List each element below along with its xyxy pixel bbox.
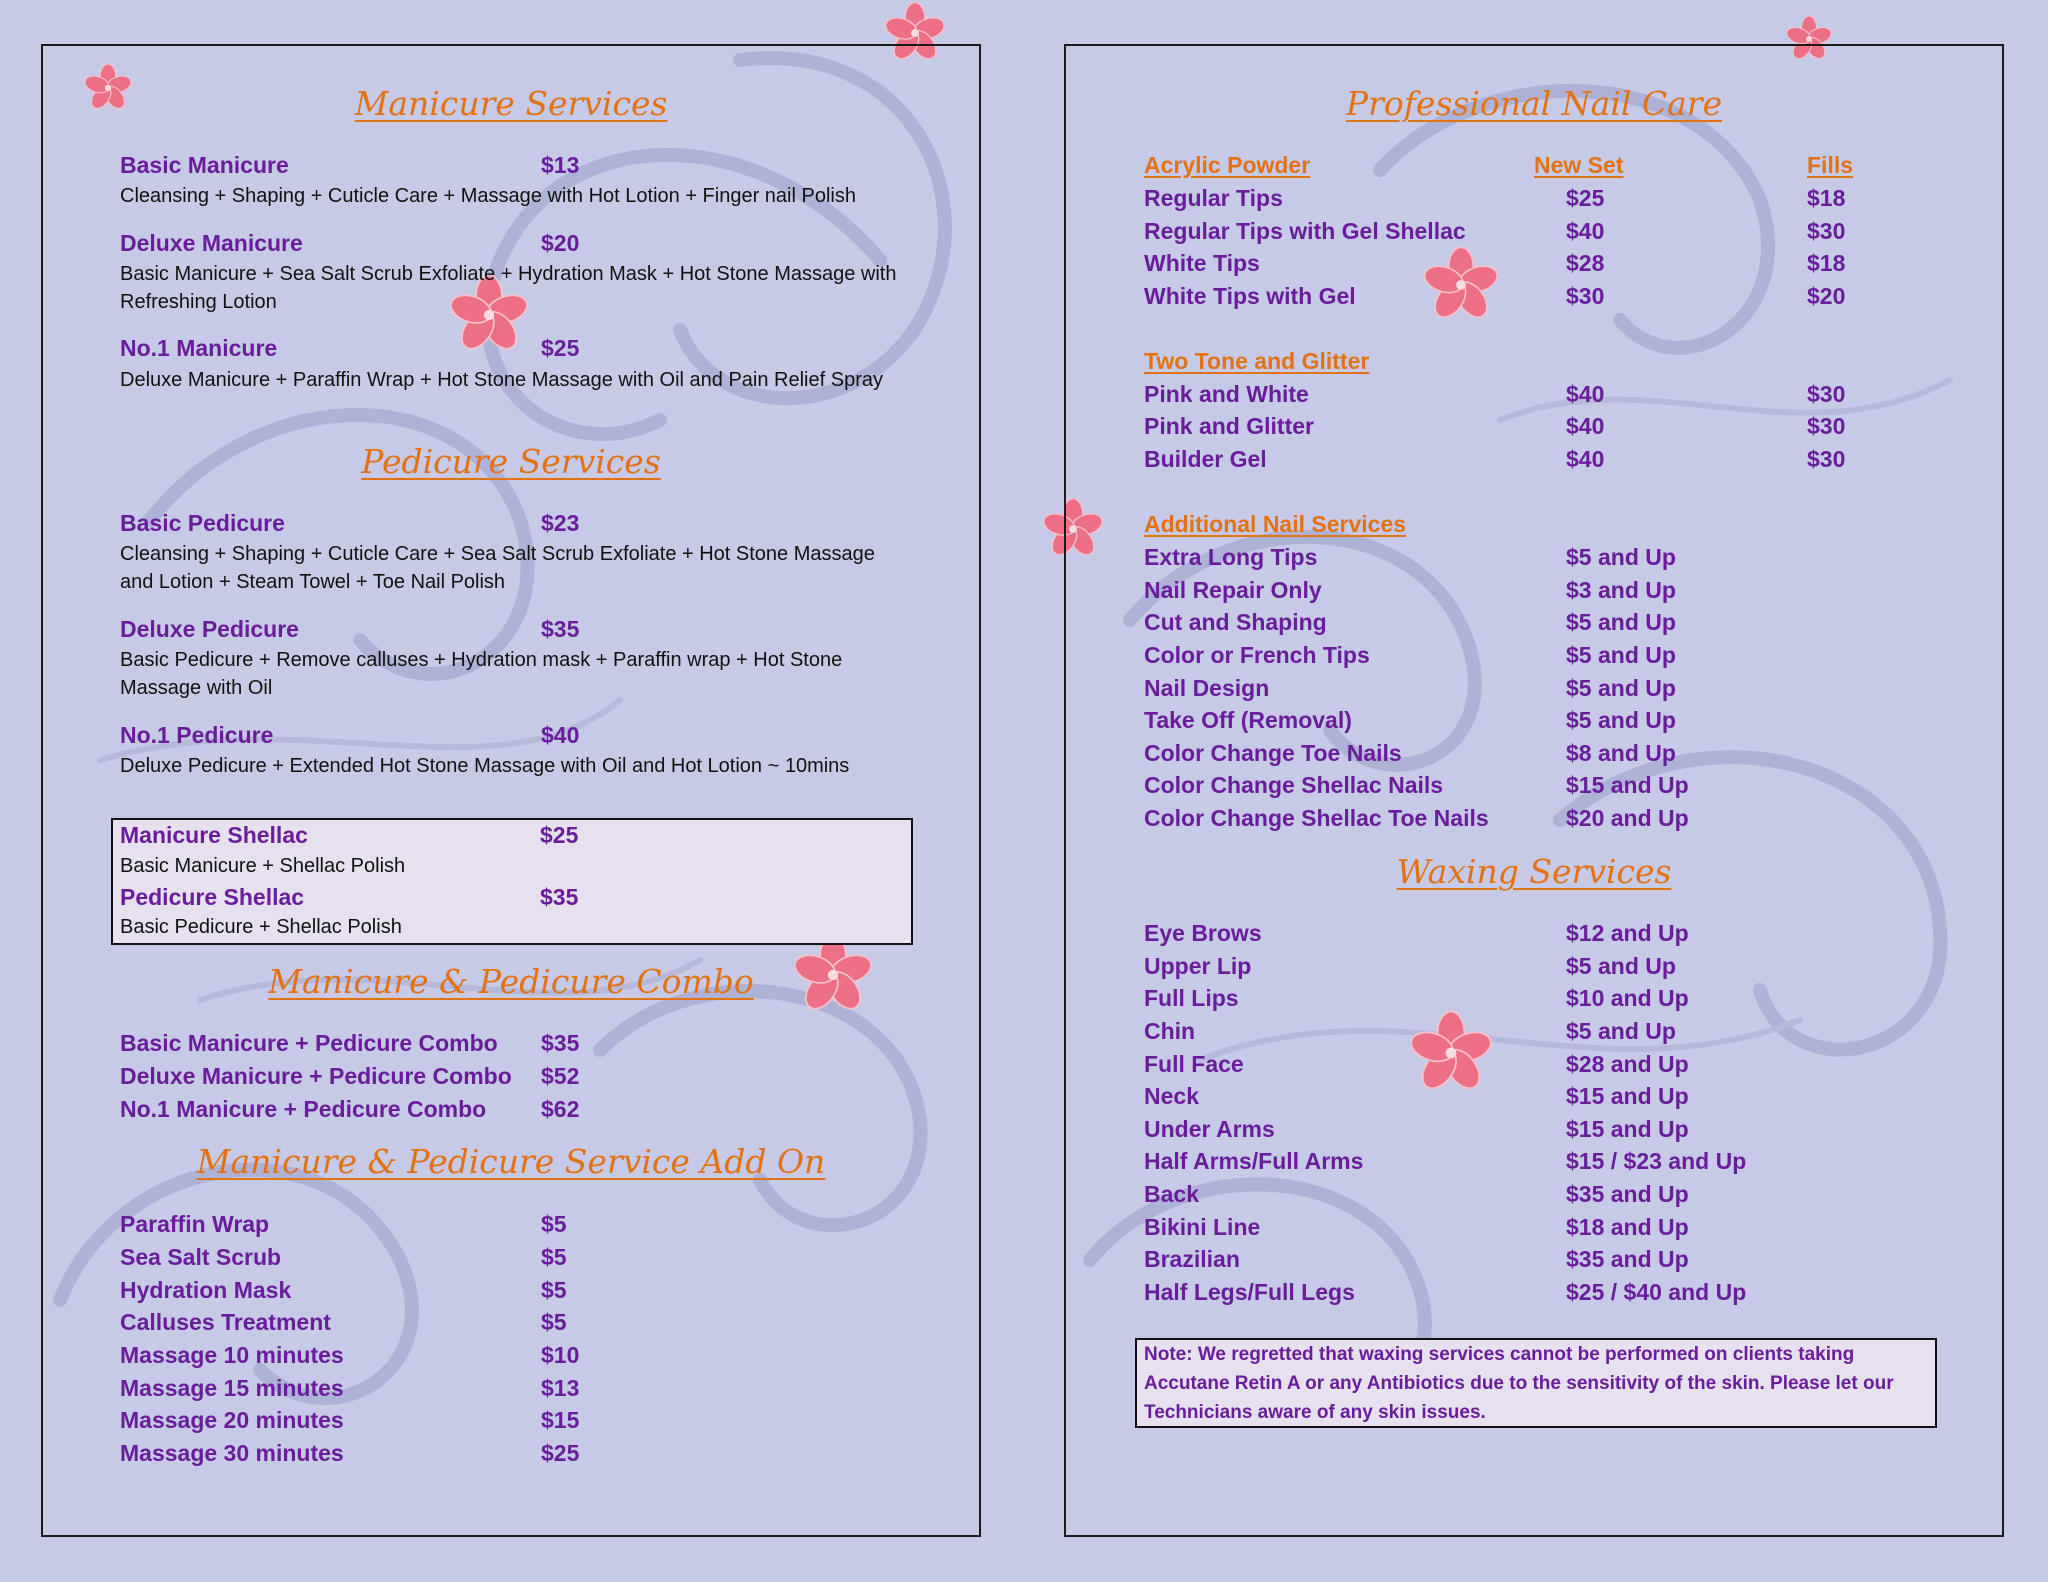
nail-service-name: Color Change Shellac Toe Nails <box>1144 805 1489 831</box>
fills-price: $30 <box>1807 413 1846 439</box>
waxing-note: Note: We regretted that waxing services cannot be performed on clients taking Accutane Retin A or any Antibiotics due to the sensitivity of the skin. Please let our Technicians aware of any skin issues. <box>1144 1344 1894 1423</box>
new-set-header: New Set <box>1534 152 1624 178</box>
shellac-price: $25 <box>540 822 579 848</box>
waxing-name: Brazilian <box>1144 1246 1240 1272</box>
nail-service-name: Regular Tips <box>1144 185 1283 211</box>
service-name: Basic Manicure <box>120 152 289 178</box>
waxing-name: Neck <box>1144 1083 1199 1109</box>
waxing-price: $12 and Up <box>1566 920 1689 946</box>
addon-price: $25 <box>541 1440 580 1466</box>
nail-service-name: White Tips with Gel <box>1144 283 1356 309</box>
shellac-price: $35 <box>540 884 579 910</box>
nail-service-name: Cut and Shaping <box>1144 609 1327 635</box>
nail-service-name: Regular Tips with Gel Shellac <box>1144 218 1466 244</box>
addon-name: Massage 10 minutes <box>120 1342 344 1368</box>
nail-service-name: Pink and Glitter <box>1144 413 1314 439</box>
waxing-price: $5 and Up <box>1566 1018 1676 1044</box>
nail-service-name: White Tips <box>1144 250 1260 276</box>
waxing-price: $28 and Up <box>1566 1051 1689 1077</box>
combo-price: $62 <box>541 1096 580 1122</box>
shellac-name: Manicure Shellac <box>120 822 308 848</box>
manicure-services-title: Manicure Services <box>354 84 668 123</box>
shellac-description: Basic Manicure + Shellac Polish <box>120 855 406 877</box>
waxing-price: $5 and Up <box>1566 953 1676 979</box>
service-description: Deluxe Pedicure + Extended Hot Stone Massage with Oil and Hot Lotion ~ 10mins <box>120 755 850 777</box>
fills-price: $30 <box>1807 218 1846 244</box>
service-name: Basic Pedicure <box>120 510 285 536</box>
addon-price: $5 <box>541 1309 567 1335</box>
nail-service-name: Color Change Toe Nails <box>1144 740 1402 766</box>
addon-price: $5 <box>541 1211 567 1237</box>
waxing-price: $18 and Up <box>1566 1214 1689 1240</box>
service-price: $40 <box>541 722 580 748</box>
fills-price: $20 <box>1807 283 1846 309</box>
addon-name: Paraffin Wrap <box>120 1211 270 1237</box>
fills-price: $30 <box>1807 446 1846 472</box>
service-price: $35 <box>541 616 580 642</box>
waxing-price: $15 / $23 and Up <box>1566 1148 1747 1174</box>
new-set-price: $30 <box>1566 283 1605 309</box>
waxing-name: Full Lips <box>1144 985 1239 1011</box>
service-description: Deluxe Manicure + Paraffin Wrap + Hot Stone Massage with Oil and Pain Relief Spray <box>120 369 883 391</box>
combo-price: $35 <box>541 1030 580 1056</box>
waxing-name: Under Arms <box>1144 1116 1275 1142</box>
service-description: Cleansing + Shaping + Cuticle Care + Sea Salt Scrub Exfoliate + Hot Stone Massage and Lotion + Steam Towel + Toe Nail Polish <box>120 543 875 593</box>
new-set-price: $40 <box>1566 446 1605 472</box>
nail-service-price: $3 and Up <box>1566 577 1676 603</box>
combo-name: Basic Manicure + Pedicure Combo <box>120 1030 498 1056</box>
nail-service-price: $5 and Up <box>1566 675 1676 701</box>
fills-price: $18 <box>1807 185 1846 211</box>
waxing-name: Eye Brows <box>1144 920 1262 946</box>
waxing-name: Half Arms/Full Arms <box>1144 1148 1364 1174</box>
service-price: $13 <box>541 152 580 178</box>
combo-title: Manicure & Pedicure Combo <box>268 962 754 1001</box>
service-description: Basic Manicure + Sea Salt Scrub Exfoliate + Hydration Mask + Hot Stone Massage with Refreshing Lotion <box>120 263 897 313</box>
nail-service-price: $5 and Up <box>1566 642 1676 668</box>
waxing-title: Waxing Services <box>1396 852 1672 891</box>
new-set-price: $28 <box>1566 250 1605 276</box>
additional-header: Additional Nail Services <box>1144 511 1407 537</box>
addon-price: $5 <box>541 1277 567 1303</box>
nail-service-name: Color Change Shellac Nails <box>1144 772 1444 798</box>
fills-header: Fills <box>1807 152 1854 178</box>
waxing-name: Upper Lip <box>1144 953 1252 979</box>
nail-service-price: $8 and Up <box>1566 740 1676 766</box>
addon-price: $15 <box>541 1407 580 1433</box>
new-set-price: $40 <box>1566 218 1605 244</box>
addon-name: Massage 15 minutes <box>120 1375 344 1401</box>
nail-service-price: $5 and Up <box>1566 707 1676 733</box>
nail-service-price: $5 and Up <box>1566 544 1676 570</box>
nail-service-name: Pink and White <box>1144 381 1309 407</box>
nail-service-name: Nail Repair Only <box>1144 577 1322 603</box>
waxing-name: Bikini Line <box>1144 1214 1261 1240</box>
shellac-description: Basic Pedicure + Shellac Polish <box>120 916 402 938</box>
service-description: Cleansing + Shaping + Cuticle Care + Massage with Hot Lotion + Finger nail Polish <box>120 185 856 207</box>
addon-name: Massage 20 minutes <box>120 1407 344 1433</box>
nail-service-price: $5 and Up <box>1566 609 1676 635</box>
service-description: Basic Pedicure + Remove calluses + Hydration mask + Paraffin wrap + Hot Stone Massage with Oil <box>120 649 843 699</box>
fills-price: $30 <box>1807 381 1846 407</box>
combo-price: $52 <box>541 1063 580 1089</box>
addon-price: $5 <box>541 1244 567 1270</box>
service-name: No.1 Manicure <box>120 335 278 361</box>
addon-name: Sea Salt Scrub <box>120 1244 282 1270</box>
waxing-price: $25 / $40 and Up <box>1566 1279 1747 1305</box>
waxing-price: $15 and Up <box>1566 1116 1689 1142</box>
waxing-name: Full Face <box>1144 1051 1244 1077</box>
addon-price: $13 <box>541 1375 580 1401</box>
new-set-price: $40 <box>1566 381 1605 407</box>
waxing-name: Chin <box>1144 1018 1196 1044</box>
waxing-name: Back <box>1144 1181 1199 1207</box>
pedicure-services-title: Pedicure Services <box>361 442 661 481</box>
shellac-name: Pedicure Shellac <box>120 884 305 910</box>
addon-name: Hydration Mask <box>120 1277 292 1303</box>
addon-price: $10 <box>541 1342 580 1368</box>
new-set-price: $25 <box>1566 185 1605 211</box>
waxing-price: $35 and Up <box>1566 1246 1689 1272</box>
nail-service-name: Builder Gel <box>1144 446 1267 472</box>
service-name: No.1 Pedicure <box>120 722 274 748</box>
service-name: Deluxe Manicure <box>120 230 303 256</box>
nail-service-price: $15 and Up <box>1566 772 1689 798</box>
service-price: $23 <box>541 510 580 536</box>
addon-title: Manicure & Pedicure Service Add On <box>196 1142 826 1181</box>
service-price: $25 <box>541 335 580 361</box>
addon-name: Calluses Treatment <box>120 1309 331 1335</box>
combo-name: No.1 Manicure + Pedicure Combo <box>120 1096 487 1122</box>
nail-service-name: Color or French Tips <box>1144 642 1370 668</box>
combo-name: Deluxe Manicure + Pedicure Combo <box>120 1063 512 1089</box>
two-tone-header: Two Tone and Glitter <box>1144 348 1370 374</box>
nail-service-price: $20 and Up <box>1566 805 1689 831</box>
nail-care-title: Professional Nail Care <box>1345 84 1723 123</box>
waxing-name: Half Legs/Full Legs <box>1144 1279 1355 1305</box>
nail-service-name: Take Off (Removal) <box>1144 707 1352 733</box>
acrylic-header: Acrylic Powder <box>1144 152 1311 178</box>
waxing-price: $10 and Up <box>1566 985 1689 1011</box>
nail-service-name: Nail Design <box>1144 675 1270 701</box>
service-price: $20 <box>541 230 580 256</box>
new-set-price: $40 <box>1566 413 1605 439</box>
fills-price: $18 <box>1807 250 1846 276</box>
waxing-price: $35 and Up <box>1566 1181 1689 1207</box>
nail-service-name: Extra Long Tips <box>1144 544 1318 570</box>
waxing-price: $15 and Up <box>1566 1083 1689 1109</box>
service-name: Deluxe Pedicure <box>120 616 299 642</box>
addon-name: Massage 30 minutes <box>120 1440 344 1466</box>
